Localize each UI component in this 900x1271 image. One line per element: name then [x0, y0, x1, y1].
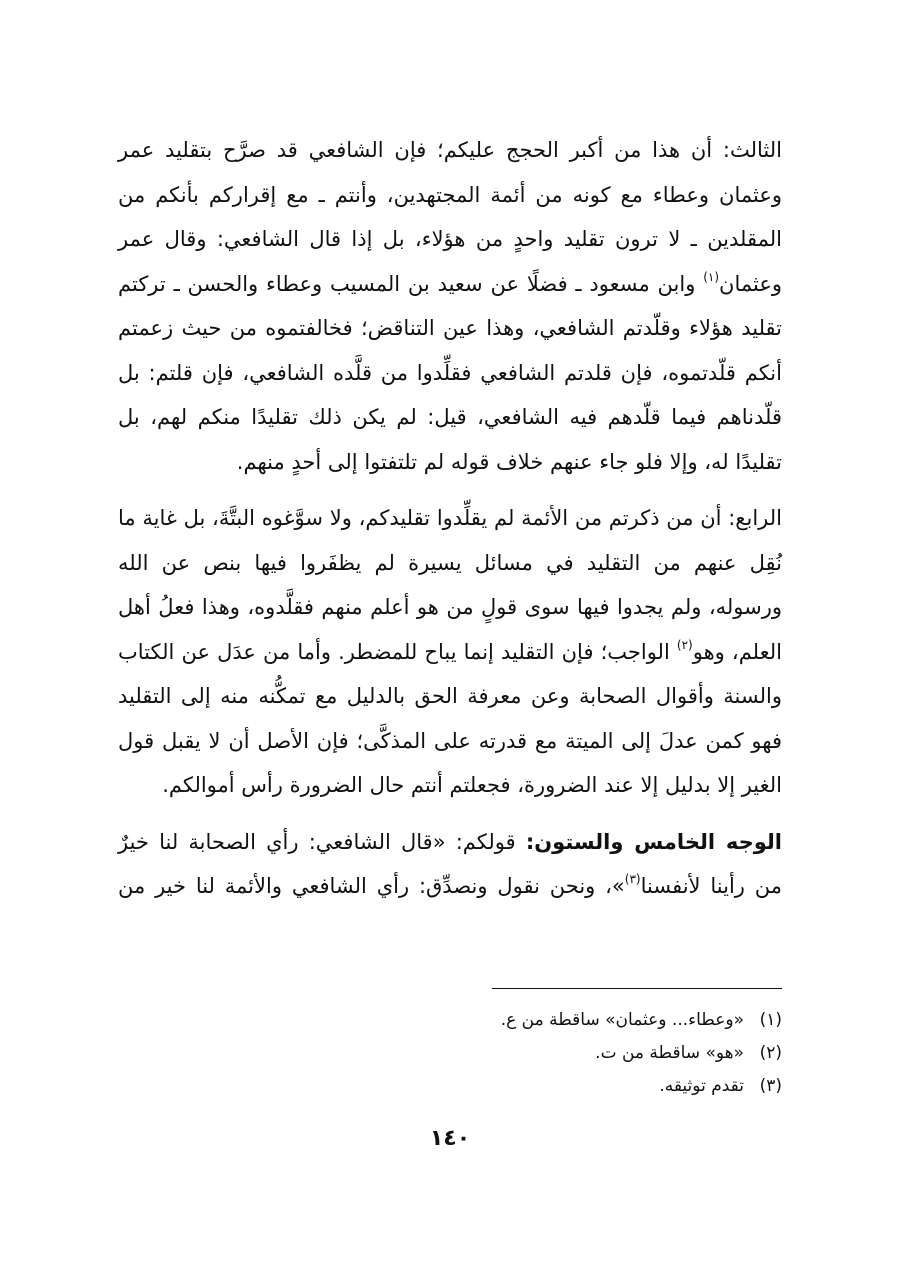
footnote-2 [118, 1037, 782, 1070]
footnote-number: (١) [759, 1010, 782, 1030]
footnote-3 [118, 1070, 782, 1103]
paragraph-text: الرابع: أن من ذكرتم من الأئمة لم يقلِّدوا تقليدكم، ولا سوَّغوه البتَّةَ، بل غاية ما نُقِل عنهم من التقليد في مسائل يسيرة لم يظفَروا فيها بنص عن الله ورسوله، ولم يجدوا فيها سوى قولٍ من هو أعلم منهم فقلَّدوه، وهذا فعلُ أهل العلم، وهو [118, 506, 782, 664]
footnote-ref-1[interactable]: (١) [703, 269, 720, 284]
footnote-number: (٣) [759, 1076, 782, 1096]
footnotes [118, 1004, 782, 1103]
page-body [118, 128, 782, 1168]
paragraph-fourth-point [118, 496, 782, 808]
paragraph-text: قولكم: «قال الشافعي: رأي الصحابة لنا خيرٌ من رأينا لأنفسنا [118, 829, 782, 898]
footnote-text: «هو» ساقطة من ت. [595, 1043, 744, 1063]
footnote-ref-3[interactable]: (٣) [624, 872, 641, 886]
paragraph-third-point [118, 128, 782, 484]
paragraph-text: »، ونحن نقول ونصدِّق: رأي الشافعي والأئمة لنا خير من [118, 874, 625, 898]
section-heading: الوجه الخامس والستون: [525, 829, 782, 854]
footnote-ref-2[interactable]: (٢) [676, 637, 693, 652]
footnote-text: تقدم توثيقه. [659, 1076, 744, 1096]
footnote-separator [492, 988, 782, 989]
footnote-1 [118, 1004, 782, 1037]
paragraph-text: الثالث: أن هذا من أكبر الحجج عليكم؛ فإن الشافعي قد صرَّح بتقليد عمر وعثمان وعطاء مع كونه من أئمة المجتهدين، وأنتم ـ مع إقراركم بأنكم من المقلدين ـ لا ترون تقليد واحدٍ من هؤلاء، بل إذا قال الشافعي: وقال عمر وعثمان [118, 138, 782, 296]
footnote-text: «وعطاء... وعثمان» ساقطة من ع. [500, 1010, 744, 1030]
paragraph-text: الواجب؛ فإن التقليد إنما يباح للمضطر. وأما من عدَل عن الكتاب والسنة وأقوال الصحابة وعن معرفة الحق بالدليل مع تمكُّنه منه إلى التقليد فهو كمن عدلَ إلى الميتة مع قدرته على المذكَّى؛ فإن الأصل أن لا يقبل قول الغير إلا بدليل إلا عند الضرورة، فجعلتم أنتم حال الضرورة رأس أموالكم. [118, 639, 782, 797]
footnote-number: (٢) [759, 1043, 782, 1063]
paragraph-sixty-fifth-aspect [118, 820, 782, 909]
paragraph-text: وابن مسعود ـ فضلًا عن سعيد بن المسيب وعطاء والحسن ـ تركتم تقليد هؤلاء وقلّدتم الشافعي، وهذا عين التناقض؛ فخالفتموه من حيث زعمتم أنكم قلّدتموه، فإن قلدتم الشافعي فقلِّدوا من قلَّده الشافعي، فإن قلتم: بل قلّدناهم فيما قلّدهم فيه الشافعي، قيل: لم يكن ذلك تقليدًا منكم لهم، بل تقليدًا له، وإلا فلو جاء عنهم خلاف قوله لم تلتفتوا إلى أحدٍ منهم. [118, 271, 782, 474]
page-number: ١٤٠ [429, 1126, 471, 1151]
